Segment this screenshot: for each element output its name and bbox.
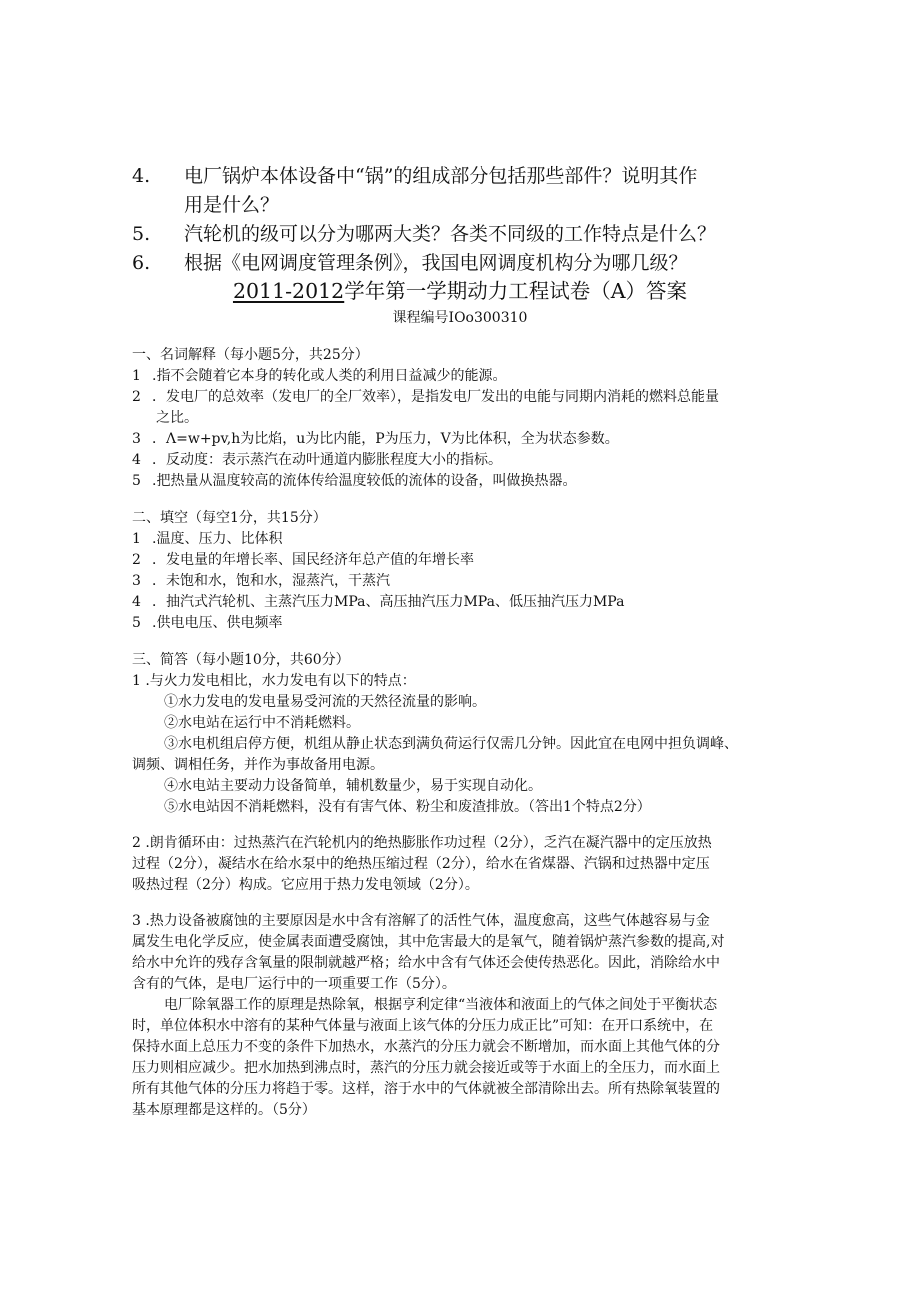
section-2-item [132, 529, 282, 549]
item-number: 2 [132, 552, 141, 568]
section-2-item [132, 592, 624, 612]
item-text: .供电电压、供电频率 [152, 615, 283, 631]
question-text: 根据《电网调度管理条例》，我国电网调度机构分为哪几级？ [184, 252, 688, 274]
item-number: 3 [132, 431, 141, 447]
item-number: 4 [132, 594, 141, 610]
answer-1-intro: 1 .与火力发电相比，水力发电有以下的特点： [132, 673, 416, 689]
item-text: ．未饱和水，饱和水，湿蒸汽，干蒸汽 [152, 573, 390, 589]
answer-3-line: 3 .热力设备被腐蚀的主要原因是水中含有溶解了的活性气体，温度愈高，这些气体越容易与金 [132, 913, 710, 929]
section-2-item [132, 613, 282, 633]
answer-1-point: ④水电站主要动力设备简单，辅机数量少，易于实现自动化。 [164, 778, 542, 794]
section-1-item [132, 387, 719, 407]
title-rest: 学年第一学期动力工程试卷（A）答案 [344, 279, 688, 303]
question-text: 电厂锅炉本体设备中“锅”的组成部分包括那些部件？说明其作 [184, 165, 698, 187]
item-text: ．发电量的年增长率、国民经济年总产值的年增长率 [152, 552, 474, 568]
item-number: 1 [132, 531, 141, 547]
answer-1-point: ①水力发电的发电量易受河流的天然径流量的影响。 [164, 694, 486, 710]
item-text: .指不会随着它本身的转化或人类的利用日益减少的能源。 [152, 368, 507, 384]
answer-3b-line: 保持水面上总压力不变的条件下加热水，水蒸汽的分压力就会不断增加，而水面上其他气体的分 [132, 1039, 720, 1055]
question-number: 6. [132, 252, 151, 274]
answer-key-title [0, 276, 920, 306]
section-1-item-continuation: 之比。 [156, 410, 198, 426]
answer-3-line: 给水中允许的残存含氧量的限制就越严格；给水中含有气体还会使传热恶化。因此，消除给水中 [132, 955, 720, 971]
question-5 [132, 221, 716, 248]
section-2-item [132, 550, 474, 570]
item-number: 4 [132, 452, 141, 468]
title-year: 2011-2012 [232, 279, 345, 303]
section-2-heading: 二、填空（每空1分，共15分） [132, 510, 327, 526]
answer-1-point-continuation: 调频、调相任务，并作为事故备用电源。 [132, 757, 384, 773]
answer-3b-line: 压力则相应减少。把水加热到沸点时，蒸汽的分压力就会接近或等于水面上的全压力，而水面上 [132, 1060, 720, 1076]
question-4 [132, 163, 697, 190]
item-number: 5 [132, 473, 141, 489]
question-number: 5. [132, 223, 151, 245]
item-number: 2 [132, 389, 141, 405]
section-3-heading: 三、简答（每小题10分，共60分） [132, 652, 350, 668]
answer-3b-line: 时，单位体积水中溶有的某种气体量与液面上该气体的分压力成正比”可知：在开口系统中，在 [132, 1018, 714, 1034]
question-number: 4. [132, 165, 151, 187]
item-number: 5 [132, 615, 141, 631]
answer-3-line: 含有的气体，是电厂运行中的一项重要工作（5分）。 [132, 976, 456, 992]
item-text: ．Λ=w+pv,h为比焰，u为比内能，P为压力，V为比体积，全为状态参数。 [152, 431, 619, 447]
section-1-heading: 一、名词解释（每小题5分，共25分） [132, 347, 369, 363]
item-text: ．发电厂的总效率（发电厂的全厂效率），是指发电厂发出的电能与同期内消耗的燃料总能量 [152, 389, 719, 405]
item-text: .把热量从温度较高的流体传给温度较低的流体的设备，叫做换热器。 [152, 473, 577, 489]
section-2-item [132, 571, 390, 591]
answer-1-point: ⑤水电站因不消耗燃料，没有有害气体、粉尘和废渣排放。（答出1个特点2分） [164, 799, 651, 815]
answer-3b-line: 电厂除氧器工作的原理是热除氧，根据亨利定律“当液体和液面上的气体之间处于平衡状态 [164, 997, 718, 1013]
answer-3-line: 属发生电化学反应，使金属表面遭受腐蚀，其中危害最大的是氧气，随着锅炉蒸汽参数的提高,对 [132, 934, 725, 950]
question-text: 汽轮机的级可以分为哪两大类？各类不同级的工作特点是什么？ [184, 223, 717, 245]
question-6 [132, 250, 688, 277]
item-number: 3 [132, 573, 141, 589]
item-number: 1 [132, 368, 141, 384]
section-1-item [132, 366, 506, 386]
section-1-item [132, 429, 619, 449]
answer-1-point: ②水电站在运行中不消耗燃料。 [164, 715, 360, 731]
answer-1-point: ③水电机组启停方便，机组从静止状态到满负荷运行仅需几分钟。因此宜在电网中担负调峰、 [164, 736, 738, 752]
answer-3b-line: 所有其他气体的分压力将趋于零。这样，溶于水中的气体就被全部清除出去。所有热除氧装置的 [132, 1081, 720, 1097]
item-text: ．抽汽式汽轮机、主蒸汽压力MPa、高压抽汽压力MPa、低压抽汽压力MPa [152, 594, 625, 610]
section-1-item [132, 471, 576, 491]
question-4-continuation: 用是什么？ [184, 194, 280, 216]
answer-2-line: 2 .朗肯循环由：过热蒸汽在汽轮机内的绝热膨胀作功过程（2分），乏汽在凝汽器中的定压放热 [132, 835, 712, 851]
course-code: 课程编号IOo300310 [392, 310, 528, 326]
answer-3b-line: 基本原理都是这样的。（5分） [132, 1102, 316, 1118]
item-text: ．反动度：表示蒸汽在动叶通道内膨胀程度大小的指标。 [152, 452, 502, 468]
section-1-item [132, 450, 502, 470]
answer-2-line: 吸热过程（2分）构成。它应用于热力发电领域（2分）。 [132, 877, 479, 893]
item-text: .温度、压力、比体积 [152, 531, 283, 547]
answer-2-line: 过程（2分），凝结水在给水泵中的绝热压缩过程（2分），给水在省煤器、汽锅和过热器中定压 [132, 856, 710, 872]
